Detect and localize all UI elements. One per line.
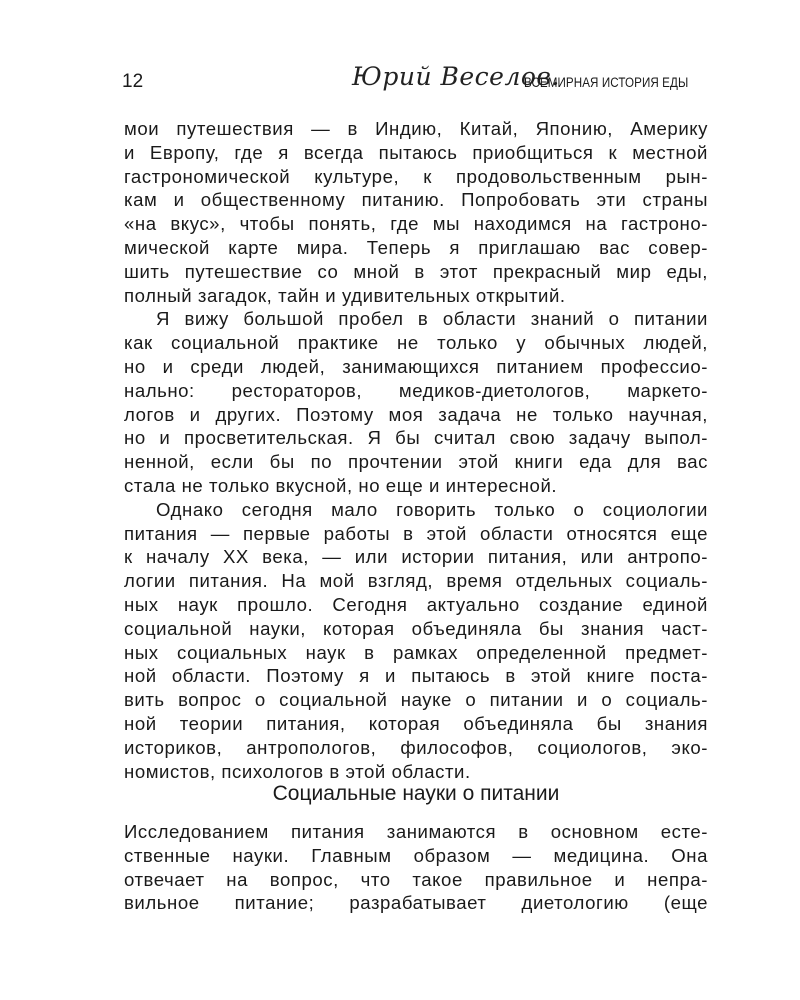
section-heading: Социальные науки о питании: [272, 782, 560, 805]
text-line: отвечает на вопрос, что такое правильное и непра-: [124, 868, 708, 890]
text-line: к началу XX века, — или истории питания, или антропо-: [124, 546, 708, 568]
text-line: ных наук прошло. Сегодня актуально создание единой: [124, 593, 708, 615]
text-line: шить путешествие со мной в этот прекрасный мир еды,: [124, 260, 708, 282]
text-line: номистов, психологов в этой области.: [124, 760, 471, 782]
text-line: но и просветительская. Я бы считал свою задачу выпол-: [124, 427, 708, 449]
book-title: ВСЕМИРНАЯ ИСТОРИЯ ЕДЫ: [524, 75, 689, 90]
main-text-bottom: [124, 820, 708, 915]
paragraph-2: [124, 307, 708, 497]
text-line: гастрономической культуре, к продовольственным рын-: [124, 165, 708, 187]
text-line: ной области. Поэтому я и пытаюсь в этой книге поста-: [124, 665, 708, 687]
text-line: мической карте мира. Теперь я приглашаю вас совер-: [124, 236, 708, 258]
paragraph-1: [124, 117, 708, 307]
text-line: логии питания. На мой взгляд, время отдельных социаль-: [124, 570, 708, 592]
text-line: нально: рестораторов, медиков-диетологов, маркето-: [124, 379, 708, 401]
paragraph-3: [124, 498, 708, 784]
text-line: ненной, если бы по прочтении этой книги еда для вас: [124, 451, 708, 473]
text-line: но и среди людей, занимающихся питанием профессио-: [124, 355, 708, 377]
text-line: полный загадок, тайн и удивительных открытий.: [124, 284, 566, 306]
page-number: 12: [122, 71, 144, 92]
text-line: мои путешествия — в Индию, Китай, Японию, Америку: [124, 118, 708, 139]
text-line: и Европу, где я всегда пытаюсь приобщиться к местной: [124, 141, 708, 163]
text-line: Исследованием питания занимаются в основном есте-: [124, 821, 708, 842]
text-line: кам и общественному питанию. Попробовать эти страны: [124, 189, 708, 211]
text-line: вильное питание; разрабатывает диетологию (еще: [124, 892, 708, 914]
text-line: Я вижу большой пробел в области знаний о питании: [156, 308, 708, 330]
text-line: ных социальных наук в рамках определенной предмет-: [124, 641, 708, 663]
text-line: питания — первые работы в этой области относятся еще: [124, 522, 708, 544]
text-line: социальной науки, которая объединяла бы знания част-: [124, 617, 708, 639]
main-text-top: [124, 117, 708, 783]
paragraph-4: [124, 820, 708, 915]
text-line: ной теории питания, которая объединяла бы знания: [124, 712, 708, 734]
text-line: историков, антропологов, философов, социологов, эко-: [124, 736, 708, 758]
text-line: как социальной практике не только у обычных людей,: [124, 332, 708, 354]
text-line: ственные науки. Главным образом — медицина. Она: [124, 844, 708, 866]
author-signature: Юрий Веселов.: [352, 62, 560, 91]
text-line: «на вкус», чтобы понять, где мы находимся на гастроно-: [124, 213, 708, 235]
text-line: Однако сегодня мало говорить только о социологии: [156, 498, 708, 520]
text-line: логов и других. Поэтому моя задача не только научная,: [124, 403, 708, 425]
text-line: стала не только вкусной, но еще и интересной.: [124, 474, 558, 496]
text-line: вить вопрос о социальной науке о питании и о социаль-: [124, 689, 708, 711]
